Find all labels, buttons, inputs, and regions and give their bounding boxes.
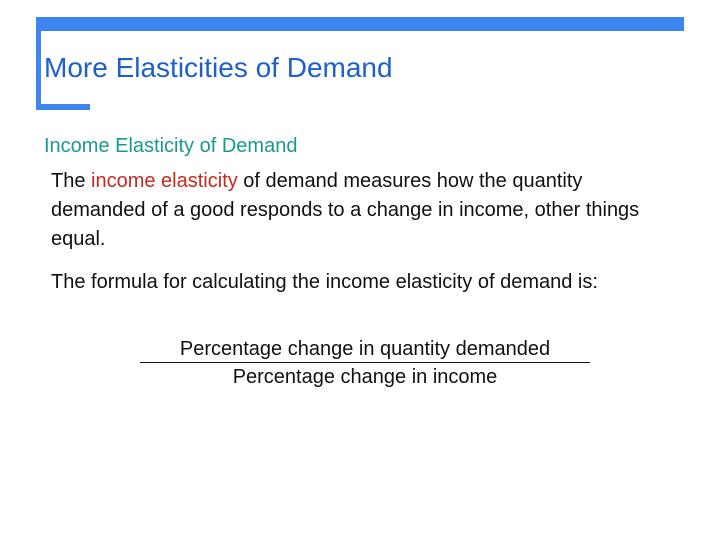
section-heading: Income Elasticity of Demand [44, 135, 298, 157]
highlighted-term: income elasticity [91, 170, 238, 192]
formula-numerator: Percentage change in quantity demanded [140, 336, 590, 363]
definition-paragraph [51, 167, 651, 254]
title-bar-left [36, 17, 41, 110]
formula-fraction [140, 336, 590, 392]
title-bar-bottom [36, 104, 90, 110]
slide-title: More Elasticities of Demand [44, 52, 393, 83]
formula-intro-paragraph: The formula for calculating the income elasticity of demand is: [51, 271, 598, 293]
formula-denominator: Percentage change in income [232, 366, 498, 388]
title-bar-top [36, 17, 684, 31]
definition-text-end: of demand measures how the quantity demanded of a good responds to a change in income, other things equal. [51, 170, 640, 250]
definition-text-start: The [51, 170, 92, 192]
